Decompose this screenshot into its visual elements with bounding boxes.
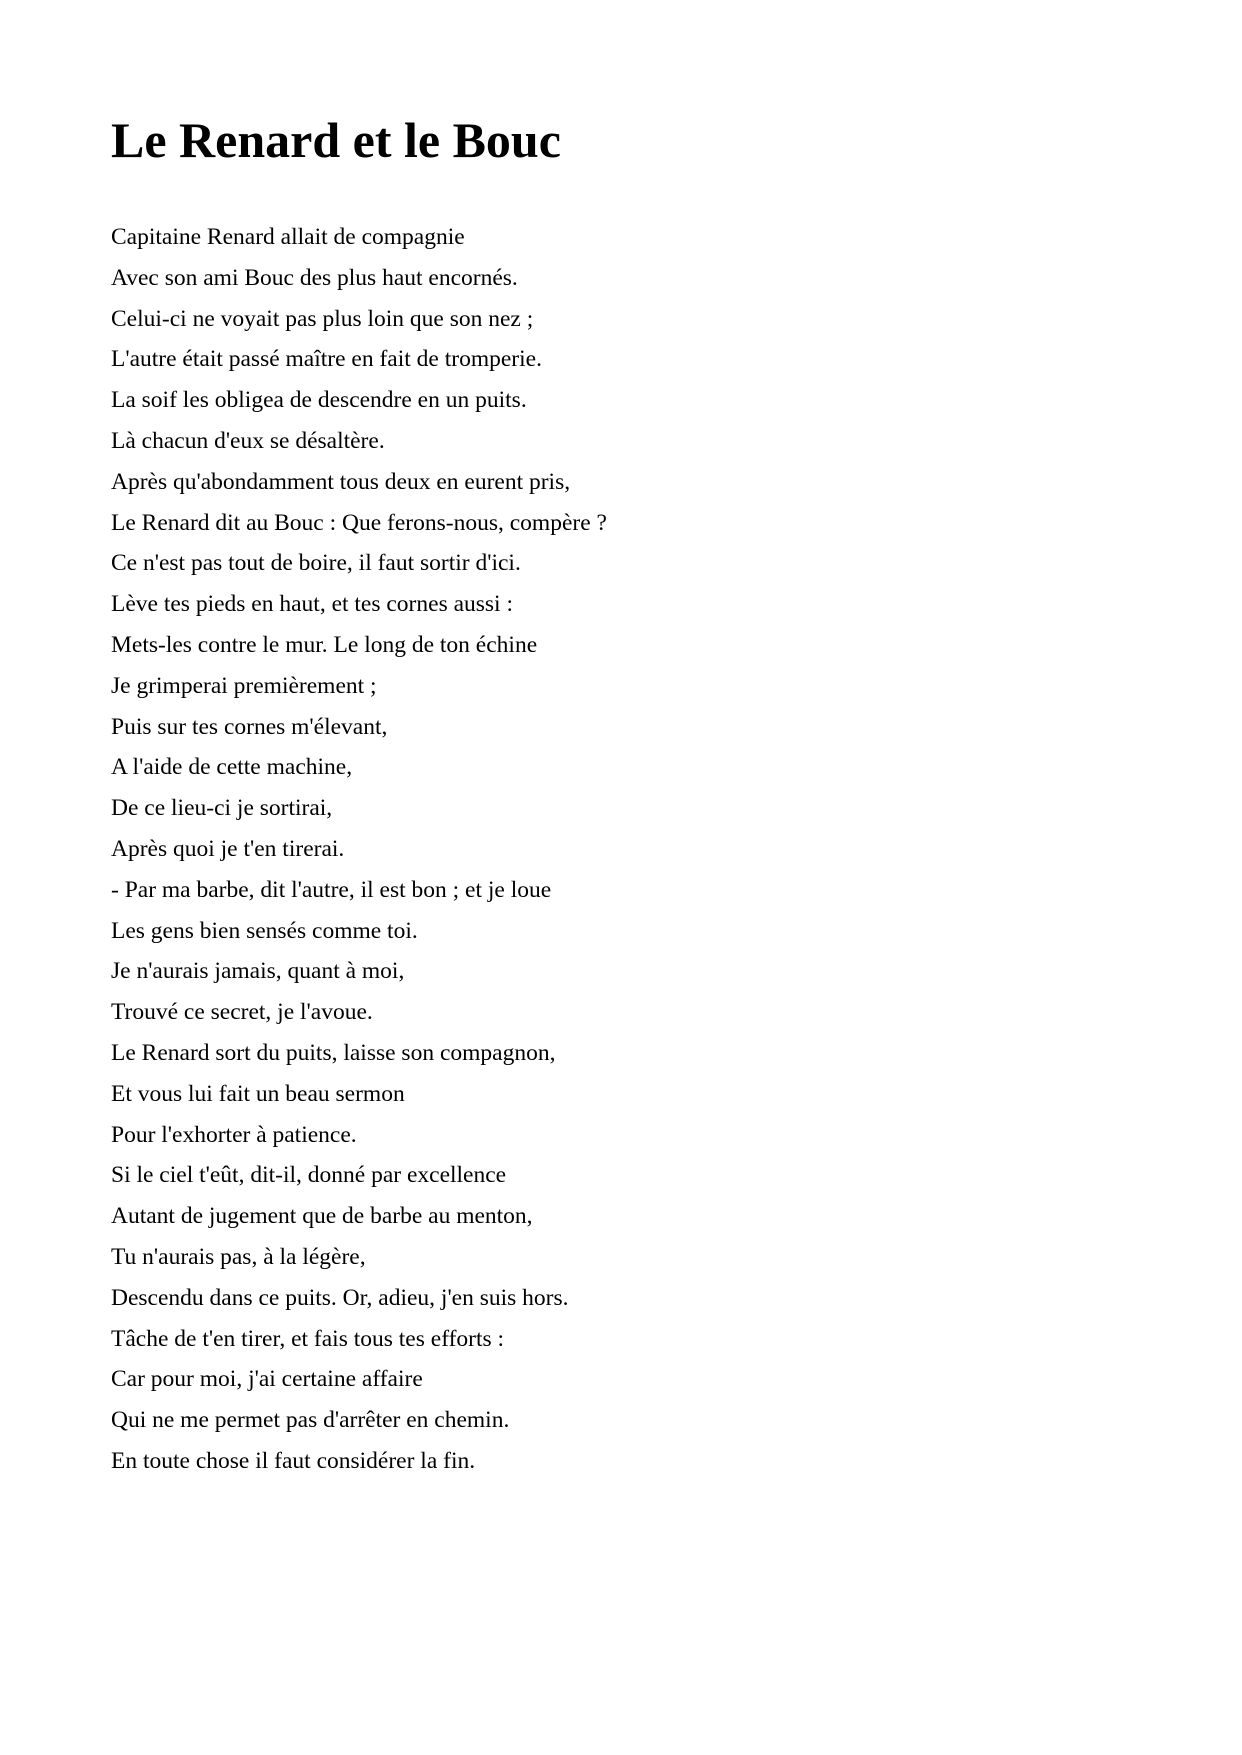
- poem-verse: Descendu dans ce puits. Or, adieu, j'en suis hors.: [111, 1284, 569, 1311]
- poem-verse: Ce n'est pas tout de boire, il faut sortir d'ici.: [111, 550, 521, 577]
- poem-verse: A l'aide de cette machine,: [111, 754, 353, 781]
- poem-verse: Si le ciel t'eût, dit-il, donné par excellence: [111, 1162, 507, 1189]
- poem-verse: Le Renard dit au Bouc : Que ferons-nous, compère ?: [111, 509, 607, 536]
- poem-verse: Tu n'aurais pas, à la légère,: [111, 1243, 366, 1270]
- poem-verse: Avec son ami Bouc des plus haut encornés.: [111, 264, 518, 291]
- poem-verse: De ce lieu-ci je sortirai,: [111, 795, 333, 822]
- poem-verse: Car pour moi, j'ai certaine affaire: [111, 1366, 423, 1393]
- poem-title: Le Renard et le Bouc: [111, 112, 561, 168]
- poem-verse: Pour l'exhorter à patience.: [111, 1121, 357, 1148]
- poem-verse: Je grimperai premièrement ;: [111, 672, 377, 699]
- poem-verse: Les gens bien sensés comme toi.: [111, 917, 418, 944]
- poem-verse: Tâche de t'en tirer, et fais tous tes efforts :: [111, 1325, 505, 1352]
- poem-verse: Celui-ci ne voyait pas plus loin que son nez ;: [111, 305, 534, 332]
- poem-verse: L'autre était passé maître en fait de tromperie.: [111, 346, 542, 373]
- poem-verse: En toute chose il faut considérer la fin.: [111, 1447, 476, 1474]
- poem-verse: La soif les obligea de descendre en un puits.: [111, 387, 527, 414]
- poem-verse: Mets-les contre le mur. Le long de ton échine: [111, 631, 538, 658]
- poem-verse: Puis sur tes cornes m'élevant,: [111, 713, 388, 740]
- poem-verse: Après quoi je t'en tirerai.: [111, 835, 345, 862]
- poem-verse: Autant de jugement que de barbe au menton,: [111, 1203, 533, 1230]
- poem-verse: Lève tes pieds en haut, et tes cornes aussi :: [111, 591, 513, 618]
- poem-verse: Et vous lui fait un beau sermon: [111, 1080, 405, 1107]
- poem-verse: Là chacun d'eux se désaltère.: [111, 427, 385, 454]
- poem-verse: Je n'aurais jamais, quant à moi,: [111, 958, 405, 985]
- poem-verse: Après qu'abondamment tous deux en eurent pris,: [111, 468, 571, 495]
- poem-body: [111, 217, 607, 1482]
- poem-verse: Qui ne me permet pas d'arrêter en chemin.: [111, 1407, 510, 1434]
- poem-verse: Le Renard sort du puits, laisse son compagnon,: [111, 1039, 556, 1066]
- poem-verse: Trouvé ce secret, je l'avoue.: [111, 999, 373, 1026]
- poem-verse: Capitaine Renard allait de compagnie: [111, 224, 465, 250]
- poem-verse: - Par ma barbe, dit l'autre, il est bon ; et je loue: [111, 876, 552, 903]
